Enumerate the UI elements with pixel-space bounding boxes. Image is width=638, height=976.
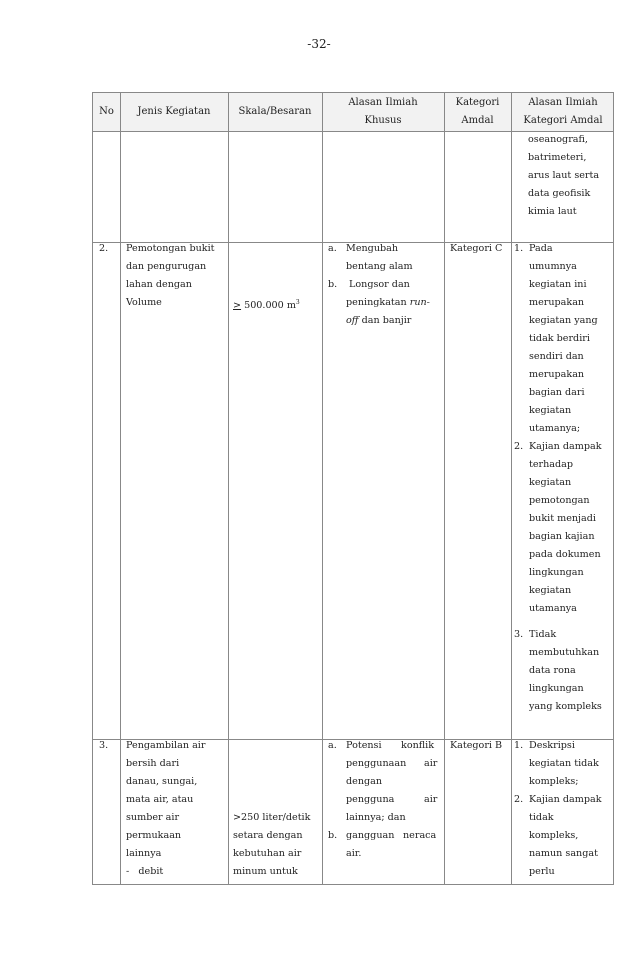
jenis-kegiatan-text: danau, sungai, bbox=[126, 776, 198, 787]
amdal-table bbox=[92, 92, 614, 885]
reason-text: kegiatan bbox=[529, 585, 572, 596]
continuation-text: batrimeteri, bbox=[528, 152, 587, 163]
reason-text: perlu bbox=[529, 866, 555, 877]
alasan-text: air bbox=[424, 794, 438, 805]
alasan-label: a. bbox=[328, 243, 337, 254]
alasan-text: Longsor dan bbox=[349, 279, 410, 290]
reason-text: Tidak bbox=[529, 629, 557, 640]
reason-text: pada dokumen bbox=[529, 549, 601, 560]
header-kategori-line1: Kategori bbox=[455, 97, 500, 108]
reason-text: kompleks; bbox=[529, 776, 579, 787]
page-number: -32- bbox=[307, 37, 331, 51]
reason-text: utamanya; bbox=[529, 423, 581, 434]
reason-text: kompleks, bbox=[529, 830, 579, 841]
reason-text: kegiatan bbox=[529, 405, 572, 416]
jenis-kegiatan-text: Volume bbox=[126, 297, 162, 308]
alasan-text: air. bbox=[346, 848, 362, 859]
reason-text: Deskripsi bbox=[529, 740, 575, 751]
reason-text: tidak berdiri bbox=[529, 333, 590, 344]
reason-text: terhadap bbox=[529, 459, 574, 470]
continuation-text: arus laut serta bbox=[528, 170, 600, 181]
reason-text: kegiatan tidak bbox=[529, 758, 599, 769]
reason-text: yang kompleks bbox=[529, 701, 602, 712]
reason-text: Kajian dampak bbox=[529, 441, 602, 452]
alasan-text: bentang alam bbox=[346, 261, 413, 272]
reason-text: umumnya bbox=[529, 261, 577, 272]
row-number: 3. bbox=[99, 740, 109, 751]
jenis-kegiatan-text: Pemotongan bukit bbox=[126, 243, 215, 254]
alasan-label: b. bbox=[328, 279, 338, 290]
reason-text: kegiatan ini bbox=[529, 279, 587, 290]
jenis-kegiatan-text: lainnya bbox=[126, 848, 162, 859]
skala-value bbox=[233, 294, 300, 315]
alasan-text: lainnya; dan bbox=[346, 812, 406, 823]
column-divider bbox=[511, 93, 512, 884]
header-skala-besaran: Skala/Besaran bbox=[238, 106, 312, 117]
reason-text: kegiatan bbox=[529, 477, 572, 488]
header-alasan-kategori-line2: Kategori Amdal bbox=[523, 115, 603, 126]
reason-text: sendiri dan bbox=[529, 351, 584, 362]
alasan-label: a. bbox=[328, 740, 337, 751]
skala-text: minum untuk bbox=[233, 866, 298, 877]
alasan-text: dengan bbox=[346, 776, 383, 787]
column-divider bbox=[228, 93, 229, 884]
alasan-text bbox=[346, 312, 411, 330]
alasan-text: air bbox=[424, 758, 438, 769]
alasan-text: Mengubah bbox=[346, 243, 399, 254]
header-kategori-line2: Amdal bbox=[461, 115, 494, 126]
reason-text: bagian kajian bbox=[529, 531, 595, 542]
reason-text: pemotongan bbox=[529, 495, 590, 506]
reason-text: data rona bbox=[529, 665, 576, 676]
list-number: 1. bbox=[514, 243, 524, 254]
cubic-exponent: 3 bbox=[295, 299, 300, 306]
header-no: No bbox=[99, 106, 114, 117]
reason-text: kegiatan yang bbox=[529, 315, 598, 326]
header-alasan-khusus-line1: Alasan Ilmiah bbox=[348, 97, 418, 108]
alasan-text: penggunaan bbox=[346, 758, 407, 769]
jenis-kegiatan-text: Pengambilan air bbox=[126, 740, 206, 751]
jenis-kegiatan-text: lahan dengan bbox=[126, 279, 192, 290]
jenis-kegiatan-text: - debit bbox=[126, 866, 164, 877]
alasan-italic: run- bbox=[409, 297, 430, 308]
greater-equal-symbol: > bbox=[233, 300, 242, 312]
continuation-text: oseanografi, bbox=[528, 134, 588, 145]
reason-text: merupakan bbox=[529, 369, 585, 380]
alasan-text bbox=[346, 294, 430, 312]
skala-text: kebutuhan air bbox=[233, 848, 302, 859]
reason-text: bagian dari bbox=[529, 387, 585, 398]
kategori-value: Kategori B bbox=[450, 740, 503, 751]
header-alasan-khusus-line2: Khusus bbox=[364, 115, 402, 126]
alasan-text-part: dan banjir bbox=[358, 315, 412, 326]
skala-text: setara dengan bbox=[233, 830, 303, 841]
list-number: 3. bbox=[514, 629, 524, 640]
alasan-text: konflik bbox=[401, 740, 435, 751]
column-divider bbox=[120, 93, 121, 884]
reason-text: Pada bbox=[529, 243, 553, 254]
reason-text: merupakan bbox=[529, 297, 585, 308]
reason-text: Kajian dampak bbox=[529, 794, 602, 805]
reason-text: namun sangat bbox=[529, 848, 598, 859]
header-alasan-kategori-line1: Alasan Ilmiah bbox=[528, 97, 598, 108]
jenis-kegiatan-text: bersih dari bbox=[126, 758, 180, 769]
reason-text: bukit menjadi bbox=[529, 513, 596, 524]
column-divider bbox=[444, 93, 445, 884]
jenis-kegiatan-text: sumber air bbox=[126, 812, 180, 823]
header-jenis-kegiatan: Jenis Kegiatan bbox=[137, 106, 211, 117]
column-divider bbox=[322, 93, 323, 884]
alasan-label: b. bbox=[328, 830, 338, 841]
list-number: 2. bbox=[514, 441, 524, 452]
reason-text: tidak bbox=[529, 812, 554, 823]
jenis-kegiatan-text: permukaan bbox=[126, 830, 182, 841]
alasan-italic: off bbox=[346, 315, 359, 326]
row-number: 2. bbox=[99, 243, 109, 254]
kategori-value: Kategori C bbox=[450, 243, 503, 254]
jenis-kegiatan-text: dan pengurugan bbox=[126, 261, 207, 272]
alasan-text: neraca bbox=[403, 830, 437, 841]
skala-text: >250 liter/detik bbox=[233, 812, 311, 823]
reason-text: lingkungan bbox=[529, 567, 584, 578]
reason-text: utamanya bbox=[529, 603, 577, 614]
alasan-text: Potensi bbox=[346, 740, 382, 751]
jenis-kegiatan-text: mata air, atau bbox=[126, 794, 194, 805]
continuation-text: kimia laut bbox=[528, 206, 577, 217]
reason-text: lingkungan bbox=[529, 683, 584, 694]
continuation-text: data geofisik bbox=[528, 188, 591, 199]
alasan-text-part: peningkatan bbox=[346, 297, 410, 308]
list-number: 2. bbox=[514, 794, 524, 805]
skala-amount: 500.000 m bbox=[241, 300, 296, 312]
alasan-text: gangguan bbox=[346, 830, 395, 841]
list-number: 1. bbox=[514, 740, 524, 751]
alasan-text: pengguna bbox=[346, 794, 395, 805]
reason-text: membutuhkan bbox=[529, 647, 600, 658]
